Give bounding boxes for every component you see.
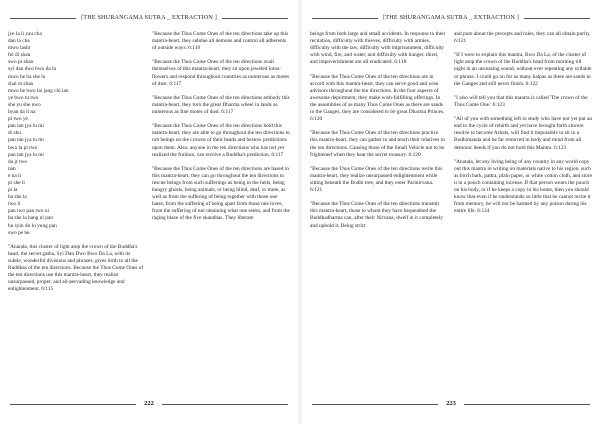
paragraph: "Because the Thus Come Ones of the ten directions avail themselves of this mantra-heart, they sit upon jeweled lotus-flowers and respond throughout countries as numerous as motes of dust. 6:117 [152,59,290,87]
paragraph: and pure about the precepts and rules, they can all obtain purity. 6:121 [454,31,591,45]
mantra-line: mwo he ba she lu [8,73,46,80]
mantra-line: da jr two [8,158,27,165]
page-number: 223 [438,398,464,410]
paragraph: "Because the Thus Come Ones of the ten directions are in accord with this mantra-heart, they can serve good and wise advisors throughout the ten directions. In the four aspects of awesome deportment, they make wish-fulfilling offerings. In the assemblies of as many Thus Come Ones as there are sands in the Ganges, they are considered to be great Dharma Princes. 6:120 [310,73,445,123]
left-column-1 [8,31,144,391]
mantra-line: pi she li [8,179,25,186]
paragraph: "Because the Thus Come Ones of the ten directions are based in this mantra-heart, they can go throughout the ten directions to rescue beings from such sufferings as being in the hells, being hungry ghosts, being animals, or being blind, deaf, or mute, as well as from the suffering of being together with those one hates, from the suffering of being apart from those one loves, from the suffering of not obtaining what one seeks, and from the raging blaze of the five skandhas. They liberate [152,165,290,222]
left-page [0,0,298,424]
mantra-line: ye bwo tu two [8,94,39,101]
mantra-line: pan tan jya lu mi [8,151,44,158]
mantra-line: pan tan jya lu mi [8,123,44,130]
running-header [10,12,288,24]
mantra-line: hu syin du lu yung pan [8,222,57,229]
right-column-1 [310,31,446,391]
right-page [302,0,600,424]
mantra-line: byan da li na [8,109,36,116]
mantra-line: nan [8,165,16,172]
mantra-line: dan la cha [8,38,30,45]
paragraph: "If I were to explain this mantra, Bwo Da La, of the cluster of light atop the crown of the Buddha's head from morning till night in an unceasing sound, without ever repeating any syllable or phrase, I could go on for as many kalpas as there are sands in the Ganges and still never finish. 6:122 [454,52,592,87]
page-number: 222 [136,398,162,410]
mantra-line: jye la li yau cha [8,31,42,37]
paragraph: "Ananda, let any living being of any country in any world copy out this mantra in writing on materials native to his region, such as birch bark, pattra, plain paper, or white cotton cloth, and store it in a pouch containing incense. If that person wears the pouch on his body, or if he keeps a copy in his home, then you should know that even if he understands so little that he cannot recite it from memory, he will not be harmed by any poison during his entire life. 6:124 [454,158,592,215]
header-title: [THE SHURANGAMA SUTRA _ EXTRACTION ] [378,12,524,24]
mantra-line: ba she la bang ni pan [8,215,53,222]
paragraph: "Because the Thus Come Ones of the ten directions practice this mantra-heart, they can gather in and teach their relatives in the ten directions. Causing those of the Small Vehicle not to be frightened when they hear the secret treasury. 6:120 [310,130,445,158]
paragraph: "Because the Thus Come Ones of the ten directions embody this mantra-heart, they turn the great Dharma wheel in lands as numerous as fine motes of dust. 6:117 [152,94,290,116]
paragraph: "All of you with something left to study who have not yet put an end to the cycle of rebirth and yet have brought forth sincere resolve to become Arhats, will find it impossible to sit in a Bodhimanda and be far removed in body and mind from all demonic deeds if you do not hold this Mantra. 6:123 [454,116,592,151]
right-column-2 [454,31,592,391]
running-header [312,12,590,24]
mantra-line: pi la [8,187,18,194]
mantra-line: fei di shan [8,52,31,59]
mantra-line: she yu she nwo [8,101,41,108]
page-footer [10,398,288,410]
mantra-line: pi two ye [8,116,28,123]
header-title: [THE SHURANGAMA SUTRA _ EXTRACTION ] [76,12,222,24]
paragraph: "Because the Thus Come Ones of the ten directions hold this mantra-heart, they are able to go throughout the ten directions to rub beings on the crowns of their heads and bestow predictions upon them. Also, anyone in the ten directions who has not yet realized the fruition, can receive a Buddha's prediction. 6:117 [152,123,290,158]
left-column-2 [152,31,290,391]
paragraph: "Ananda, this cluster of light atop the crown of the Buddha's head, the secret gatha, Syi Dan Dwo Bwo Da La, with its subtle, wonderful divisions and phrases, gives birth to all the Buddhas of the ten directions. Because the Thus Come Ones of the ten directions use this mantra-heart, they realize unsurpassed, proper, and all-pervading knowledge and enlightenment. 6:115 [8,243,144,293]
mantra-line: pan two pan two ni [8,208,49,215]
mantra-line: shai ni shan [8,80,34,87]
paragraph: "I also will tell you that this mantra is called 'The crown of the Thus Come One.' 6:123 [454,94,588,108]
paragraph: "Because the Thus Come Ones of the ten directions recite this mantra-heart, they realize unsurpassed enlightenment while sitting beneath the Bodhi tree, and they enter Parinirvana. 6:121 [310,165,443,194]
mantra-line: mwo lashr [8,45,31,52]
paragraph: "Because the Thus Come Ones of the ten directions take up this mantra-heart, they subdue all demons and control all adherents of outside ways. 6:116 [152,31,289,52]
mantra-line: swo pe he. [8,229,31,236]
mantra-line: swo pi shan [8,59,34,66]
mantra-line: ba she la [8,194,27,201]
mantra-line: syi dan dwo bwo da la [8,66,56,73]
mantra-line: di shu [8,130,21,137]
mantra-line: two li [8,201,21,208]
paragraph: beings from both large and small accidents. In response to their recitation, difficulty with thieves, difficulty with armies, difficulty with the law, difficulty with imprisonment, difficulty with wind, fire, and water, and difficulty with hunger, thirst, and impoverishment are all eradicated. 6:118 [310,31,446,66]
mantra-line: e na li [8,172,22,179]
paragraph: "Because the Thus Come Ones of the ten directions transmit this mantra-heart, those to whom they have bequeathed the Buddhadharma can, after their Nirvana, dwell in it completely and uphold it. Being strict [310,201,443,229]
mantra-line: pan tan jya lu mi [8,137,44,144]
mantra-line: mwo he bwo lai jang chi lan [8,87,69,94]
mantra-line: bwo la pi two [8,144,38,151]
page-footer [312,398,590,410]
